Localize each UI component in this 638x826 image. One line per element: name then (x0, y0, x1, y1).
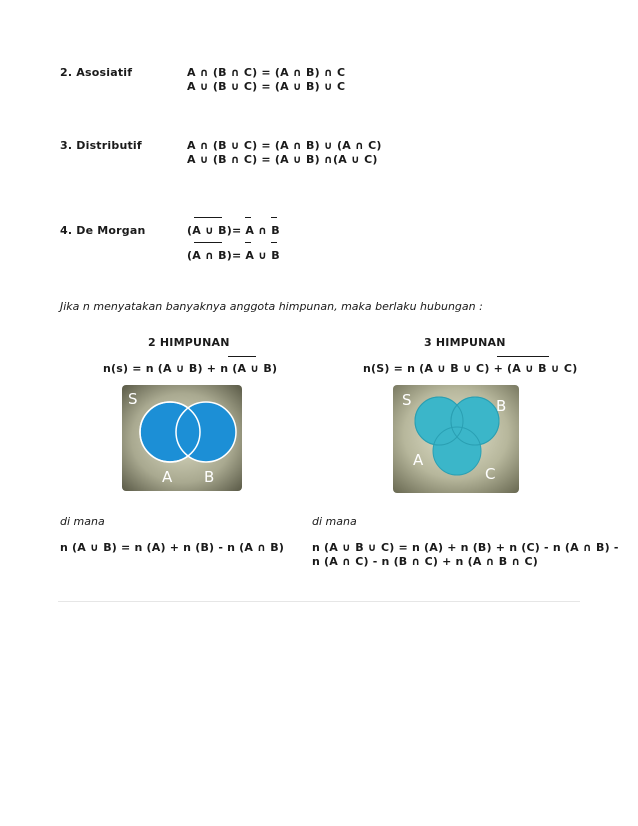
venn3-label-s: S (402, 391, 412, 409)
venn-two-sets-graphic (122, 385, 242, 491)
formula-three-sets: n(S) = n (A ∪ B ∪ C) + (A ∪ B ∪ C) (363, 362, 578, 375)
venn-three-sets (393, 385, 519, 493)
overbar-a-2 (245, 242, 251, 243)
circle-c3 (433, 427, 481, 475)
venn-three-sets-graphic (393, 385, 519, 493)
heading-three-sets: 3 HIMPUNAN (424, 336, 506, 349)
law-demorgan-name: 4. De Morgan (60, 224, 146, 237)
where-two: di mana (60, 515, 105, 528)
circle-b (176, 402, 236, 462)
law-demorgan-line-2: (A ∩ B)= A ∪ B (187, 249, 280, 262)
overbar-two-complement (228, 356, 256, 357)
result-three-sets-line-1: n (A ∪ B ∪ C) = n (A) + n (B) + n (C) - n (A ∩ B) - (312, 541, 619, 554)
law-distributif-line-2: A ∪ (B ∩ C) = (A ∪ B) ∩(A ∪ C) (187, 153, 378, 166)
formula-two-sets: n(s) = n (A ∪ B) + n (A ∪ B) (103, 362, 278, 375)
result-three-sets-line-2: n (A ∩ C) - n (B ∩ C) + n (A ∩ B ∩ C) (312, 555, 539, 568)
overbar-b (271, 217, 277, 218)
overbar-intersection (194, 242, 222, 243)
venn2-label-b: B (204, 468, 215, 486)
venn2-label-a: A (162, 468, 173, 486)
law-asosiatif-name: 2. Asosiatif (60, 66, 133, 79)
overbar-b-2 (271, 242, 277, 243)
bottom-divider (58, 601, 580, 602)
where-three: di mana (312, 515, 357, 528)
intro-text: Jika n menyatakan banyaknya anggota himpunan, maka berlaku hubungan : (60, 300, 483, 313)
venn3-label-a: A (413, 451, 424, 469)
result-two-sets: n (A ∪ B) = n (A) + n (B) - n (A ∩ B) (60, 541, 285, 554)
overbar-three-complement (497, 356, 549, 357)
overbar-union (194, 217, 222, 218)
law-demorgan-line-1: (A ∪ B)= A ∩ B (187, 224, 280, 237)
venn2-label-s: S (128, 390, 138, 408)
law-asosiatif-line-1: A ∩ (B ∩ C) = (A ∩ B) ∩ C (187, 66, 346, 79)
law-asosiatif-line-2: A ∪ (B ∪ C) = (A ∪ B) ∪ C (187, 80, 346, 93)
overbar-a (245, 217, 251, 218)
law-distributif-name: 3. Distributif (60, 139, 142, 152)
law-distributif-line-1: A ∩ (B ∪ C) = (A ∩ B) ∪ (A ∩ C) (187, 139, 382, 152)
heading-two-sets: 2 HIMPUNAN (148, 336, 230, 349)
venn3-label-b: B (496, 397, 507, 415)
venn3-label-c: C (485, 465, 496, 483)
venn-two-sets (122, 385, 242, 491)
